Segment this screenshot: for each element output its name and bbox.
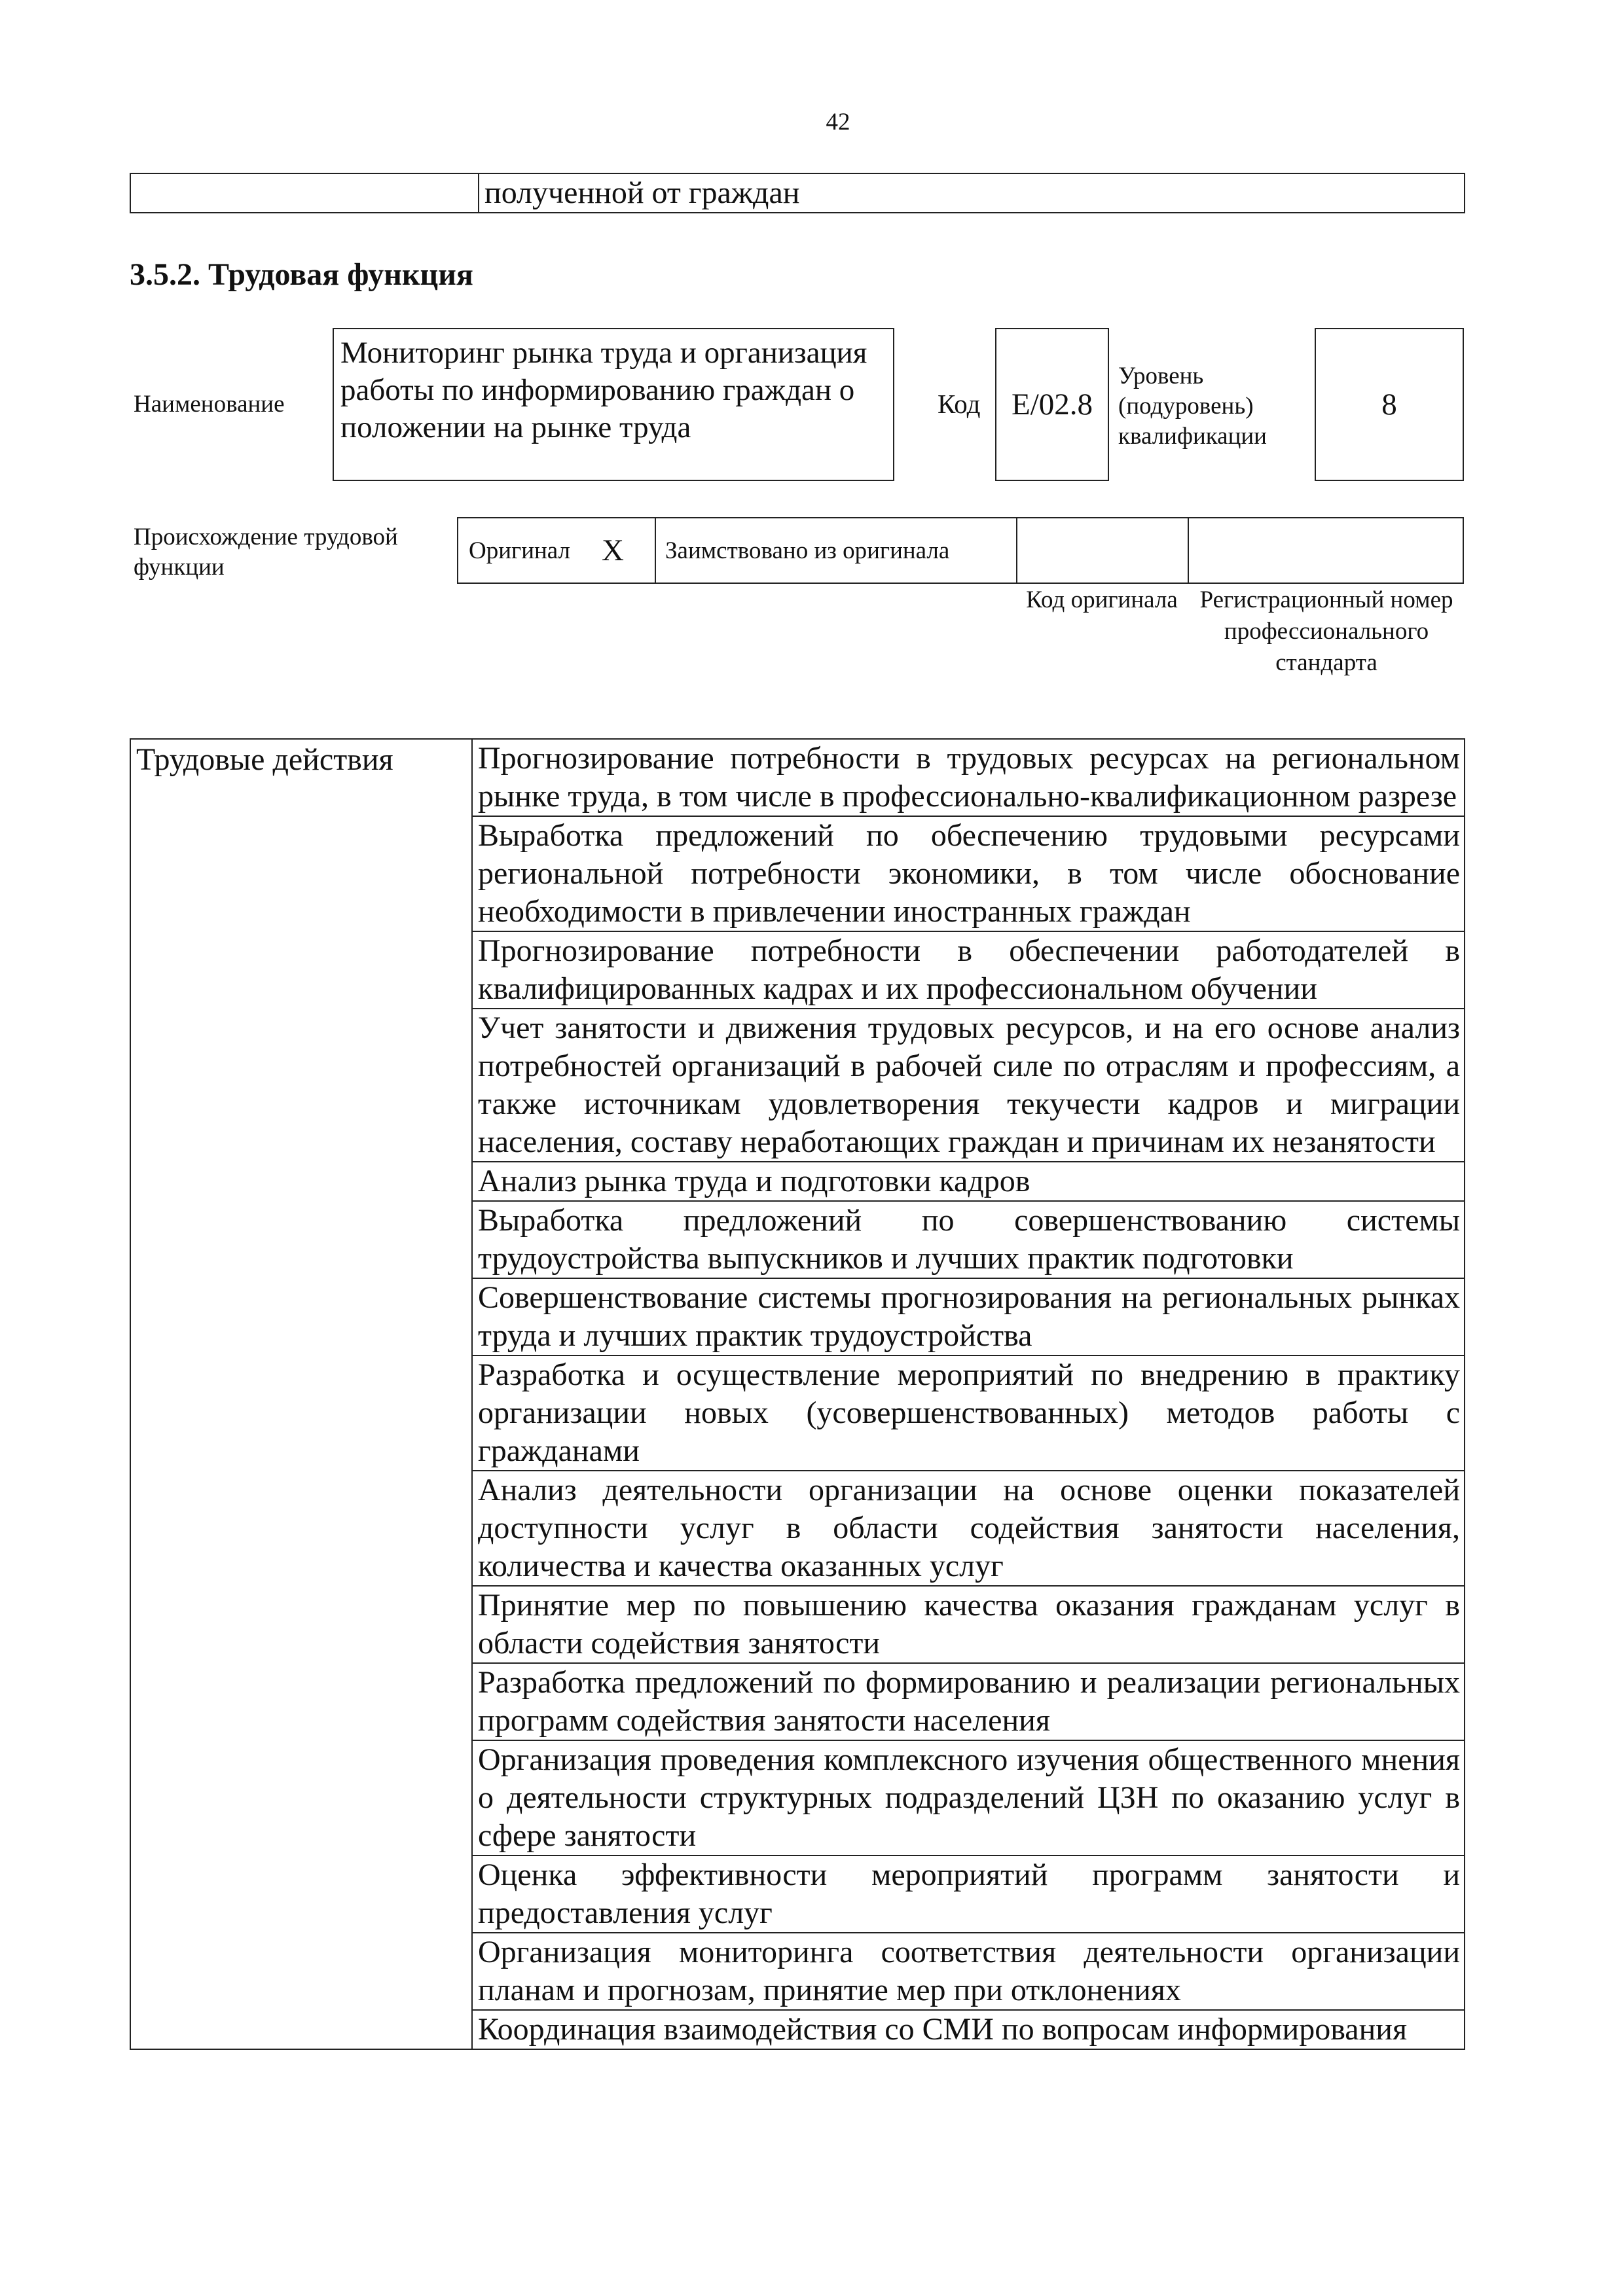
page-number: 42 [826, 109, 850, 135]
action-item: Учет занятости и движения трудовых ресурсов, и на его основе анализ потребностей организаций в рабочей силе по отраслям и профессиям, а также источникам удовлетворения текучести кадров и миграции населения, составу неработающих граждан и причинам их незанятости [473, 1009, 1464, 1162]
action-item: Организация мониторинга соответствия деятельности организации планам и прогнозам, принятие мер при отклонениях [473, 1933, 1464, 2011]
labor-actions-table [130, 738, 1465, 2050]
action-item: Прогнозирование потребности в трудовых ресурсах на региональном рынке труда, в том числе в профессионально-квалификационном разрезе [473, 740, 1464, 817]
caption-reg-number: Регистрационный номер профессионального стандарта [1199, 586, 1453, 676]
function-name-box: Мониторинг рынка труда и организация работы по информированию граждан о положении на рынке труда [333, 328, 894, 481]
action-item: Анализ рынка труда и подготовки кадров [473, 1162, 1464, 1202]
action-item: Принятие мер по повышению качества оказания гражданам услуг в области содействия занятости [473, 1587, 1464, 1664]
level-value: 8 [1315, 328, 1464, 481]
continuation-text: полученной от граждан [484, 175, 800, 210]
origin-borrowed-cell: Заимствовано из оригинала [656, 518, 1017, 583]
continuation-empty-cell [131, 174, 479, 212]
level-label: Уровень (подуровень) квалификации [1118, 363, 1267, 450]
original-mark: X [602, 533, 624, 567]
actions-list [473, 740, 1464, 2049]
action-item: Разработка предложений по формированию и реализации региональных программ содействия занятости населения [473, 1664, 1464, 1741]
code-label: Код [938, 389, 981, 419]
origin-code-cell [1017, 518, 1189, 583]
origin-original-cell [458, 518, 656, 583]
origin-label: Происхождение трудовой функции [134, 524, 398, 581]
continuation-row [130, 173, 1465, 213]
section-title: 3.5.2. Трудовая функция [130, 257, 473, 292]
action-item: Выработка предложений по обеспечению трудовыми ресурсами региональной потребности экономики, в том числе обоснование необходимости в привлечении иностранных граждан [473, 817, 1464, 932]
action-item: Анализ деятельности организации на основе оценки показателей доступности услуг в области содействия занятости населения, количества и качества оказанных услуг [473, 1471, 1464, 1587]
action-item: Организация проведения комплексного изучения общественного мнения о деятельности структурных подразделений ЦЗН по оказанию услуг в сфере занятости [473, 1741, 1464, 1856]
name-label: Наименование [134, 391, 285, 418]
original-label: Оригинал [469, 537, 571, 564]
origin-table [457, 517, 1464, 584]
action-item: Координация взаимодействия со СМИ по вопросам информирования [478, 2012, 1408, 2047]
action-item: Прогнозирование потребности в обеспечении работодателей в квалифицированных кадрах и их профессиональном обучении [473, 932, 1464, 1009]
origin-reg-cell [1189, 518, 1463, 583]
action-item: Разработка и осуществление мероприятий по внедрению в практику организации новых (усовершенствованных) методов работы с гражданами [473, 1356, 1464, 1471]
action-item: Выработка предложений по совершенствованию системы трудоустройства выпускников и лучших практик подготовки [473, 1202, 1464, 1279]
action-item: Оценка эффективности мероприятий программ занятости и предоставления услуг [473, 1856, 1464, 1933]
action-item: Совершенствование системы прогнозирования на региональных рынках труда и лучших практик трудоустройства [473, 1279, 1464, 1356]
code-value: E/02.8 [995, 328, 1109, 481]
actions-label: Трудовые действия [131, 740, 473, 2049]
caption-original-code: Код оригинала [1026, 586, 1178, 613]
